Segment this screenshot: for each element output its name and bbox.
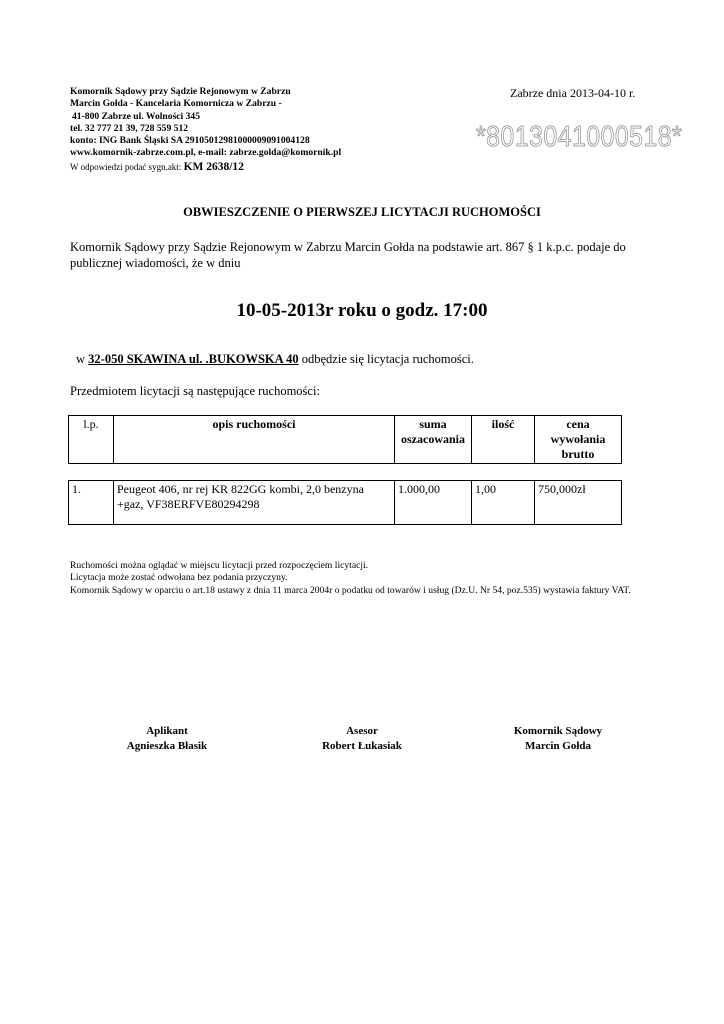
barcode-text: *8013041000518* [476,121,683,153]
bailiff-header [70,86,341,175]
note-line: Komornik Sądowy w oparciu o art.18 ustawy z dnia 11 marca 2004r o podatku od towarów i usług (Dz.U. Nr 54, poz.535) wystawia faktury VAT. [70,584,631,596]
document-date: Zabrze dnia 2013-04-10 r. [510,86,636,100]
auction-datetime: 10-05-2013r roku o godz. 17:00 [236,300,488,321]
signature-role: Komornik Sądowy [513,725,603,737]
table-row [69,481,622,525]
col-header-valuation: suma oszacowania [395,416,472,464]
header-line: konto: ING Bank Śląski SA 29105012981000009091004128 [70,135,310,147]
cell-valuation: 1.000,00 [395,481,472,525]
cell-lp: 1. [69,481,114,525]
notes [70,560,670,597]
auction-location [76,352,474,367]
header-line: Marcin Gołda - Kancelaria Komornicza w Zabrzu - [70,98,282,110]
signature-role: Asesor [346,725,378,737]
intro-paragraph: Komornik Sądowy przy Sądzie Rejonowym w Zabrzu Marcin Gołda na podstawie art. 867 § 1 k.p.c. podaje do publicznej wiadomości, że w dniu [70,240,626,270]
location-suffix: odbędzie się licytacja ruchomości. [301,352,474,366]
signature-name: Marcin Gołda [524,740,592,752]
note-line: Licytacja może zostać odwołana bez podania przyczyny. [70,572,288,584]
header-line: Komornik Sądowy przy Sądzie Rejonowym w Zabrzu [70,86,291,97]
signature-name: Agnieszka Błasik [126,740,208,752]
document-title: OBWIESZCZENIE O PIERWSZEJ LICYTACJI RUCHOMOŚCI [183,205,541,219]
signature-name: Robert Łukasiak [322,740,402,752]
header-line: tel. 32 777 21 39, 728 559 512 [70,122,189,134]
col-header-price: cena wywołania brutto [535,416,622,464]
col-header-description: opis ruchomości [114,416,395,464]
case-reference [70,160,341,175]
cell-quantity: 1,00 [472,481,535,525]
cell-price: 750,000zł [535,481,622,525]
header-line: www.komornik-zabrze.com.pl, e-mail: zabrze.golda@komornik.pl [70,147,342,159]
signature-bailiff [478,724,638,754]
note-line: Ruchomości można oglądać w miejscu licytacji przed rozpoczęciem licytacji. [70,560,369,571]
case-reference-label: W odpowiedzi podać sygn.akt: [70,161,182,172]
signature-assessor [282,724,442,754]
location-prefix: w [76,352,86,366]
location-address: 32-050 SKAWINA ul. .BUKOWSKA 40 [88,352,299,366]
signature-role: Aplikant [146,725,188,737]
case-reference-value: KM 2638/12 [183,160,244,173]
cell-description: Peugeot 406, nr rej KR 822GG kombi, 2,0 benzyna +gaz, VF38ERFVE80294298 [114,481,395,525]
items-table [68,480,622,525]
col-header-quantity: ilość [472,416,535,464]
items-table-header [68,415,622,464]
col-header-lp: l.p. [69,416,114,464]
signature-applicant [87,724,247,754]
header-line: 41-800 Zabrze ul. Wolności 345 [72,110,201,122]
subject-line: Przedmiotem licytacji są następujące ruchomości: [70,384,320,398]
